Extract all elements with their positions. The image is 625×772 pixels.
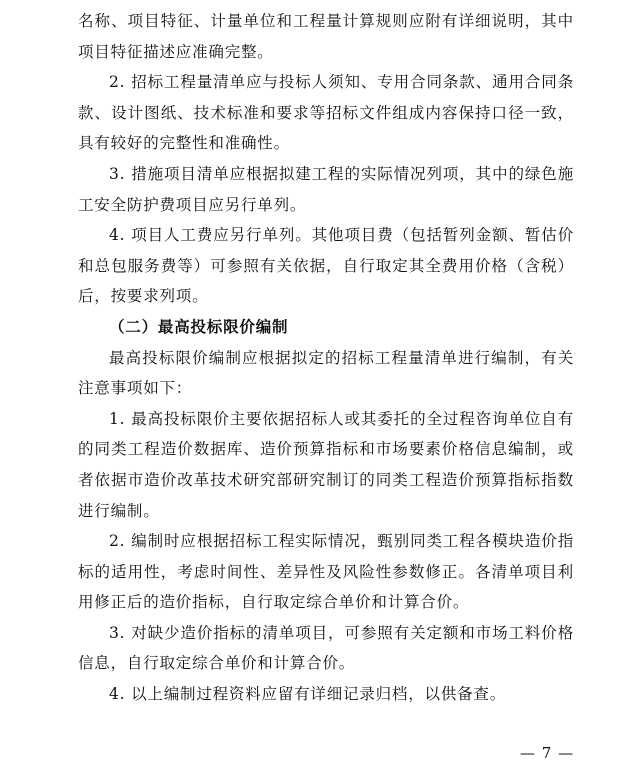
paragraph-limit-3: 3. 对缺少造价指标的清单项目，可参照有关定额和市场工料价格信息，自行取定综合单价和计算合价。 [78, 623, 574, 673]
text-body [78, 6, 574, 710]
section-heading: （二）最高投标限价编制 [109, 317, 289, 336]
paragraph-item-4: 4. 项目人工费应另行单列。其他项目费（包括暂列金额、暂估价和总包服务费等）可参照有关依据，自行取定其全费用价格（含税）后，按要求列项。 [78, 226, 574, 306]
paragraph-limit-2: 2. 编制时应根据招标工程实际情况，甄别同类工程各模块造价指标的适用性，考虑时间性、差异性及风险性参数修正。各清单项目利用修正后的造价指标，自行取定综合单价和计算合价。 [78, 532, 574, 612]
page-number: — 7 — [520, 744, 575, 762]
paragraph-item-2: 2. 招标工程量清单应与投标人须知、专用合同条款、通用合同条款、设计图纸、技术标准和要求等招标文件组成内容保持口径一致，具有较好的完整性和准确性。 [78, 73, 574, 153]
paragraph-item-3: 3. 措施项目清单应根据拟建工程的实际情况列项，其中的绿色施工安全防护费项目应另行单列。 [78, 164, 574, 214]
paragraph-limit-1: 1. 最高投标限价主要依据招标人或其委托的全过程咨询单位自有的同类工程造价数据库、造价预算指标和市场要素价格信息编制，或者依据市造价改革技术研究部研究制订的同类工程造价预算指标指数进行编制。 [78, 409, 574, 520]
paragraph-intro: 最高投标限价编制应根据拟定的招标工程量清单进行编制，有关注意事项如下： [78, 348, 574, 398]
paragraph-limit-4: 4. 以上编制过程资料应留有详细记录归档，以供备查。 [109, 685, 507, 704]
paragraph-continuation: 名称、项目特征、计量单位和工程量计算规则应附有详细说明，其中项目特征描述应准确完整。 [78, 12, 574, 61]
